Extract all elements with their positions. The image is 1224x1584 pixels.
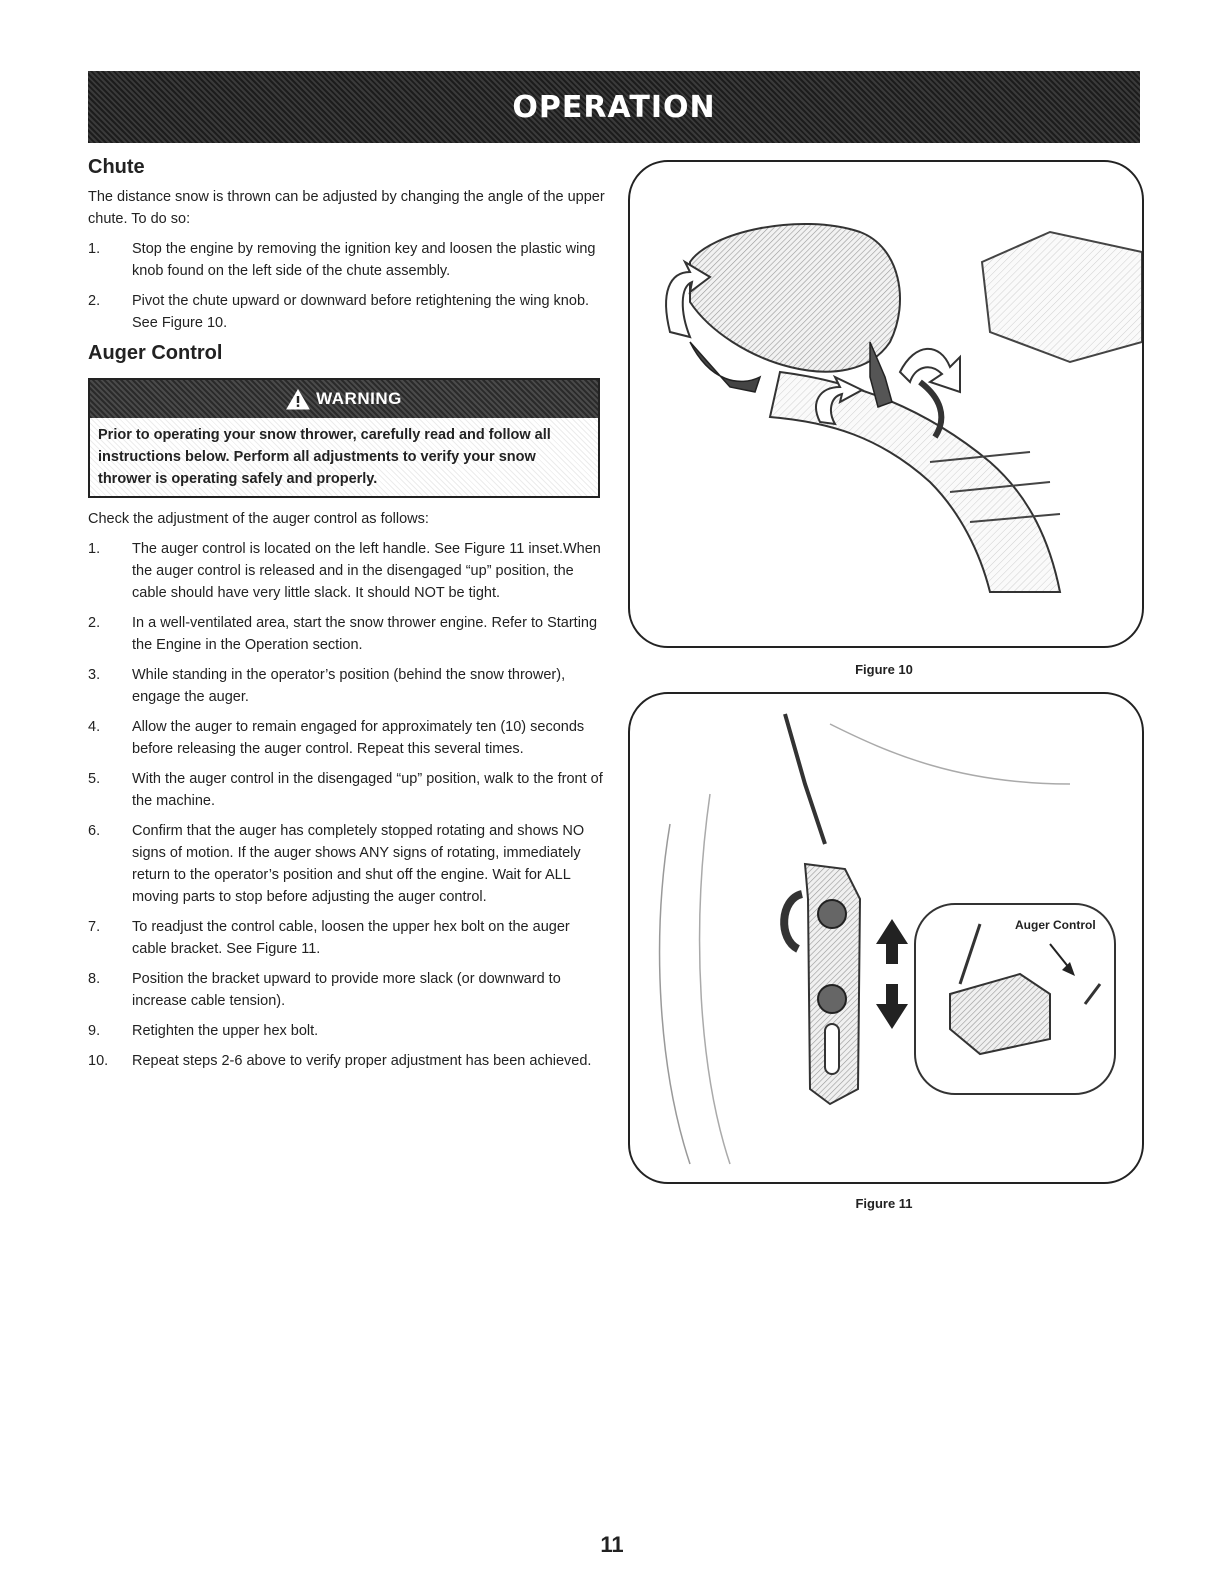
step-text: Allow the auger to remain engaged for approximately ten (10) seconds before releasing the auger control. Repeat this several times. (132, 719, 585, 757)
step-text: While standing in the operator’s position (behind the snow thrower), engage the auger. (132, 667, 566, 705)
step-text: Retighten the upper hex bolt. (132, 1023, 319, 1039)
list-item (88, 1020, 608, 1042)
list-item (88, 612, 608, 656)
step-number: 8. (88, 971, 101, 987)
warning-label: WARNING (316, 389, 402, 408)
figure-11-illustration (628, 692, 1144, 1184)
auger-heading: Auger Control (88, 342, 223, 364)
chute-intro: The distance snow is thrown can be adjusted by changing the angle of the upper chute. To do so: (88, 189, 605, 227)
step-number: 1. (88, 541, 101, 557)
list-item (88, 290, 608, 334)
chute-steps (88, 238, 608, 334)
banner-title: OPERATION (512, 89, 716, 125)
text-column (88, 156, 608, 1080)
step-text: Confirm that the auger has completely stopped rotating and shows NO signs of motion. If the auger shows ANY signs of rotating, immediately return to the operator’s position and shut off the engine. Wait for ALL moving parts to stop before adjusting the auger control. (132, 823, 585, 905)
list-item (88, 538, 608, 604)
step-number: 2. (88, 615, 101, 631)
step-text: With the auger control in the disengaged “up” position, walk to the front of the machine. (132, 771, 603, 809)
list-item (88, 716, 608, 760)
step-text: The auger control is located on the left handle. See Figure 11 inset.When the auger control is released and in the disengaged “up” position, the cable should have very little slack. It should NOT be tight. (132, 541, 601, 601)
list-item (88, 1050, 608, 1072)
list-item (88, 664, 608, 708)
step-text: Pivot the chute upward or downward before retightening the wing knob. See Figure 10. (132, 293, 590, 331)
list-item (88, 238, 608, 282)
auger-steps (88, 538, 608, 1072)
section-banner (88, 71, 1140, 143)
auger-intro: Check the adjustment of the auger control as follows: (88, 511, 429, 527)
step-text: Stop the engine by removing the ignition key and loosen the plastic wing knob found on the left side of the chute assembly. (132, 241, 596, 279)
figure-10-illustration (628, 160, 1144, 648)
list-item (88, 916, 608, 960)
page-number: 11 (600, 1532, 624, 1557)
step-number: 10. (88, 1053, 109, 1069)
step-number: 3. (88, 667, 101, 683)
figure-11-caption: Figure 11 (855, 1196, 913, 1211)
step-number: 5. (88, 771, 101, 787)
list-item (88, 768, 608, 812)
step-text: In a well-ventilated area, start the snow thrower engine. Refer to Starting the Engine in the Operation section. (132, 615, 598, 653)
list-item (88, 820, 608, 908)
list-item (88, 968, 608, 1012)
warning-box (88, 378, 600, 498)
chute-heading: Chute (88, 156, 145, 178)
step-number: 7. (88, 919, 101, 935)
step-number: 4. (88, 719, 101, 735)
step-number: 9. (88, 1023, 101, 1039)
figure-10-caption: Figure 10 (855, 662, 913, 677)
step-text: Position the bracket upward to provide more slack (or downward to increase cable tension). (132, 971, 561, 1009)
inset-label: Auger Control (1015, 918, 1096, 932)
step-text: To readjust the control cable, loosen the upper hex bolt on the auger cable bracket. See Figure 11. (132, 919, 570, 957)
warning-text: Prior to operating your snow thrower, carefully read and follow all instructions below. Perform all adjustments to verify your snow thrower is operating safely and properly. (90, 418, 598, 496)
step-number: 2. (88, 293, 101, 309)
step-number: 6. (88, 823, 101, 839)
step-text: Repeat steps 2-6 above to verify proper adjustment has been achieved. (132, 1053, 592, 1069)
warning-header (90, 380, 598, 418)
step-number: 1. (88, 241, 101, 257)
warning-triangle-icon (286, 389, 310, 410)
